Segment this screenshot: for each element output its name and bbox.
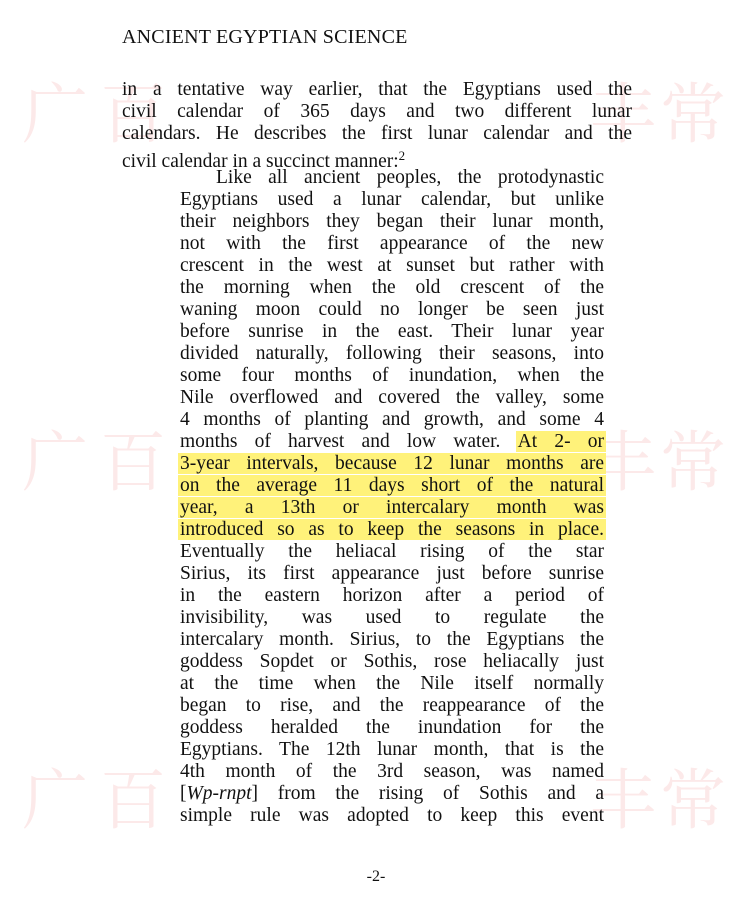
quote-line-highlighted — [180, 497, 604, 519]
watermark-glyph: 丰 — [590, 762, 656, 839]
page-number: -2- — [366, 868, 386, 885]
quote-line: invisibility, was used to regulate the — [180, 607, 604, 628]
watermark-glyph: 百 — [100, 762, 166, 839]
watermark-glyph: 百 — [100, 76, 166, 153]
highlighted-text: introduced so as to keep the seasons in place. — [180, 519, 604, 540]
quote-line: the morning when the old crescent of the — [180, 277, 604, 298]
bracket-close: ] — [251, 783, 258, 804]
quote-line: 4 months of planting and growth, and some 4 — [180, 409, 604, 430]
quote-line: Like all ancient peoples, the protodynastic — [216, 167, 604, 188]
watermark-glyph: 常 — [660, 76, 726, 153]
watermark-glyph: 广 — [22, 424, 88, 501]
quote-line: 4th month of the 3rd season, was named — [180, 761, 604, 782]
highlighted-text: At 2- or — [517, 431, 604, 452]
quote-line: months of harvest and low water. At 2- or — [180, 431, 604, 452]
quote-line: crescent in the west at sunset but rather with — [180, 255, 604, 276]
watermark-glyph: 丰 — [590, 76, 656, 153]
quote-line: their neighbors they began their lunar month, — [180, 211, 604, 232]
quote-line: goddess heralded the inundation for the — [180, 717, 604, 738]
quote-line: in the eastern horizon after a period of — [180, 585, 604, 606]
quote-line-highlighted — [180, 475, 604, 497]
intro-line: calendars. He describes the first lunar calendar and the — [122, 123, 632, 144]
quote-line: intercalary month. Sirius, to the Egyptians the — [180, 629, 604, 650]
footnote-marker: 2 — [398, 148, 406, 163]
quote-line: some four months of inundation, when the — [180, 365, 604, 386]
quote-line-highlighted — [180, 519, 604, 541]
intro-line: civil calendar in a succinct manner:$^2$ — [122, 148, 406, 172]
quote-line: Egyptians. The 12th lunar month, that is the — [180, 739, 604, 760]
highlighted-text: on the average 11 days short of the natural — [180, 475, 604, 496]
watermark-glyph: 广 — [22, 762, 88, 839]
watermark-glyph: 广 — [22, 76, 88, 153]
quote-line: simple rule was adopted to keep this event — [180, 805, 604, 826]
watermark-glyph: 常 — [660, 762, 726, 839]
egyptian-term: Wp-rnpt — [186, 783, 252, 804]
quote-line-highlighted — [180, 453, 604, 475]
watermark-glyph: 常 — [660, 424, 726, 501]
quote-line: [Wp-rnpt] from the rising of Sothis and a — [180, 783, 604, 804]
running-head: ANCIENT EGYPTIAN SCIENCE — [122, 26, 408, 48]
intro-line: in a tentative way earlier, that the Egyptians used the — [122, 79, 632, 100]
quote-line: began to rise, and the reappearance of the — [180, 695, 604, 716]
quote-line: divided naturally, following their seasons, into — [180, 343, 604, 364]
quote-line: Eventually the heliacal rising of the star — [180, 541, 604, 562]
quote-line: Nile overflowed and covered the valley, some — [180, 387, 604, 408]
quote-line: waning moon could no longer be seen just — [180, 299, 604, 320]
quote-line: before sunrise in the east. Their lunar year — [180, 321, 604, 342]
quote-line: not with the first appearance of the new — [180, 233, 604, 254]
quote-line: at the time when the Nile itself normally — [180, 673, 604, 694]
highlighted-text: year, a 13th or intercalary month was — [180, 497, 604, 518]
watermark-glyph: 丰 — [590, 424, 656, 501]
quote-line: Sirius, its first appearance just before sunrise — [180, 563, 604, 584]
watermark-glyph: 百 — [100, 424, 166, 501]
intro-line: civil calendar of 365 days and two different lunar — [122, 101, 632, 122]
quote-line: Egyptians used a lunar calendar, but unlike — [180, 189, 604, 210]
bracket-open: [ — [180, 783, 187, 804]
quote-line: goddess Sopdet or Sothis, rose heliacally just — [180, 651, 604, 672]
highlighted-text: 3-year intervals, because 12 lunar months are — [180, 453, 604, 474]
